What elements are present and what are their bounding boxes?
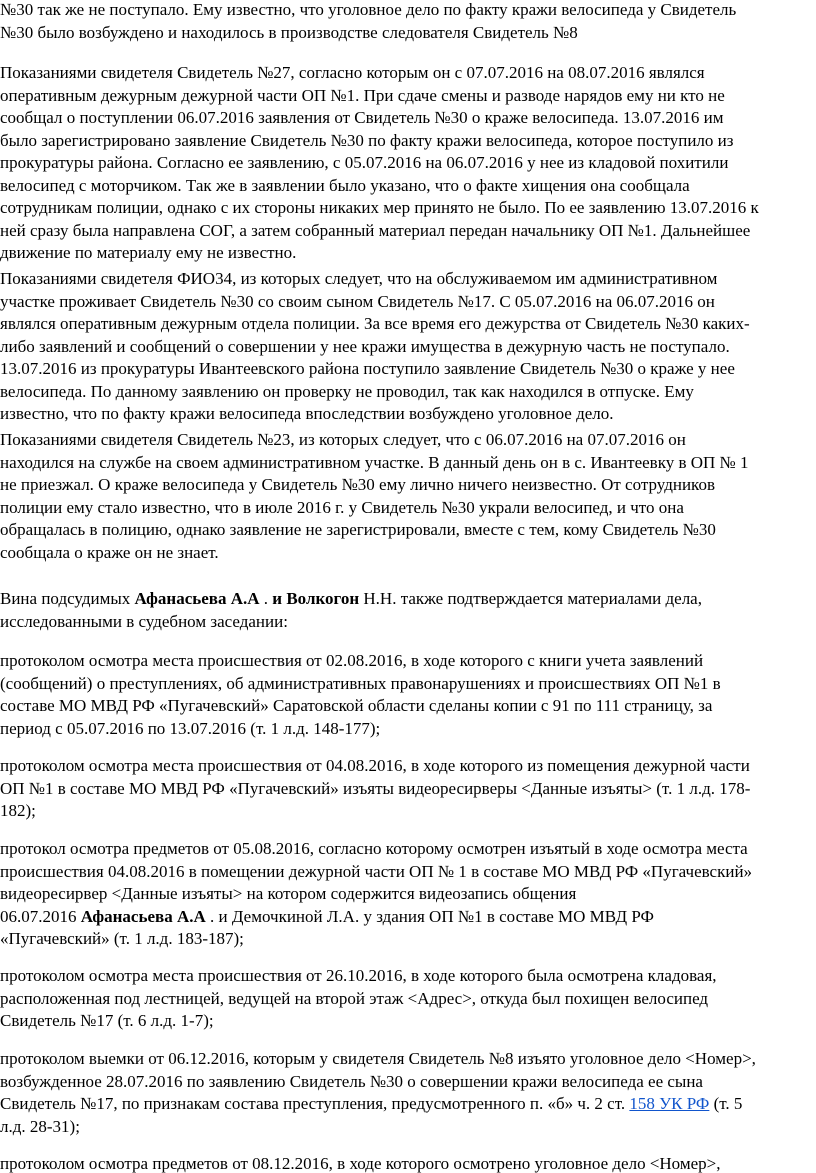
paragraph-testimony-27	[0, 62, 816, 265]
text-line: протоколом выемки от 06.12.2016, которым у свидетеля Свидетель №8 изъято уголовное дело <Номер>,	[0, 1049, 756, 1068]
text-line: велосипед с моторчиком. Так же в заявлении было указано, что о факте хищения она сообщала	[0, 175, 690, 195]
text-run: . и Демочкиной Л.А. у здания ОП №1 в составе МО МВД РФ	[205, 906, 654, 926]
text-line: либо заявлений и сообщений о совершении у нее кражи имущества в дежурную часть не поступало.	[0, 336, 730, 356]
text-line: не приезжал. О краже велосипеда у Свидетель №30 ему лично ничего неизвестно. От сотрудников	[0, 475, 715, 494]
defendant-name: и Волкогон	[272, 589, 360, 608]
text-line	[0, 588, 816, 611]
paragraph-continuation	[0, 0, 816, 44]
text-line: движение по материалу ему не известно.	[0, 243, 297, 262]
text-line: исследованными в судебном заседании:	[0, 611, 288, 631]
text-line: 13.07.2016 из прокуратуры Ивантеевского района поступило заявление Свидетель №30 о краже у нее	[0, 359, 735, 378]
text-line: сообщал о поступлении 06.07.2016 заявления от Свидетель №30 о краже велосипеда. 13.07.2016 им	[0, 108, 724, 127]
text-line: оперативным дежурным дежурной части ОП №1. При сдаче смены и разводе нарядов ему ни кто не	[0, 85, 725, 105]
text-run: 06.07.2016	[0, 906, 81, 926]
text-line: протоколом осмотра предметов от 08.12.2016, в ходе которого осмотрено уголовное дело <Номер>,	[0, 1154, 721, 1173]
text-line: Показаниями свидетеля Свидетель №23, из которых следует, что с 06.07.2016 на 07.07.2016 он	[0, 430, 686, 449]
text-line: протоколом осмотра места происшествия от 26.10.2016, в ходе которого была осмотрена кладовая,	[0, 966, 717, 985]
text-run: Свидетель №17, по признакам состава преступления, предусмотренного п. «б» ч. 2 ст.	[0, 1094, 630, 1113]
text-line: л.д. 28-31);	[0, 1116, 80, 1136]
defendant-name: Афанасьева А.А	[80, 906, 206, 926]
text-line: протоколом осмотра места происшествия от 02.08.2016, в ходе которого с книги учета заявлений	[0, 651, 704, 670]
text-line: ней сразу была направлена СОГ, а затем собранный материал передан начальнику ОП №1. Дальнейшее	[0, 220, 751, 240]
paragraph-evidence-4	[0, 965, 816, 1033]
text-line: 182);	[0, 801, 36, 820]
text-line: «Пугачевский» (т. 1 л.д. 183-187);	[0, 929, 244, 948]
text-line: расположенная под лестницей, ведущей на второй этаж <Адрес>, откуда был похищен велосипед	[0, 988, 709, 1008]
paragraph-evidence-3	[0, 838, 816, 951]
criminal-code-article-link[interactable]: 158 УК РФ	[629, 1094, 710, 1113]
text-line: №30 так же не поступало. Ему известно, что уголовное дело по факту кражи велосипеда у Свидетель	[0, 0, 737, 19]
text-line: находился на службе на своем административном участке. В данный день он в с. Ивантеевку в ОП № 1	[0, 452, 749, 472]
text-run: (т. 5	[709, 1094, 743, 1113]
text-line: протоколом осмотра места происшествия от 04.08.2016, в ходе которого из помещения дежурной части	[0, 756, 750, 775]
text-line	[0, 1093, 816, 1116]
text-line: №30 было возбуждено и находилось в производстве следователя Свидетель №8	[0, 22, 578, 42]
text-line: участке проживает Свидетель №30 со своим сыном Свидетель №17. С 05.07.2016 на 06.07.2016 он	[0, 291, 715, 311]
text-line: сотрудникам полиции, однако с их стороны никаких мер принято не было. По ее заявлению 13.07.2016 к	[0, 198, 759, 217]
text-line: являлся оперативным дежурным отдела полиции. За все время его дежурства от Свидетель №30 каких-	[0, 314, 750, 333]
paragraph-evidence-5	[0, 1048, 816, 1138]
text-line: видеоресирвер <Данные изъяты> на котором содержится видеозапись общения	[0, 884, 577, 903]
text-run: Вина подсудимых	[0, 589, 135, 608]
text-line: период с 05.07.2016 по 13.07.2016 (т. 1 л.д. 148-177);	[0, 718, 381, 738]
text-run: .	[259, 589, 273, 608]
paragraph-evidence-1	[0, 650, 816, 740]
text-line: велосипеда. По данному заявлению он проверку не проводил, так как находился в отпуске. Ему	[0, 381, 694, 401]
paragraph-testimony-fio34	[0, 268, 816, 426]
text-line: составе МО МВД РФ «Пугачевский» Саратовской области сделаны копии с 91 по 111 страницу, за	[0, 696, 713, 715]
paragraph-evidence-6	[0, 1153, 816, 1173]
text-line: Показаниями свидетеля Свидетель №27, согласно которым он с 07.07.2016 на 08.07.2016 являлся	[0, 63, 705, 82]
paragraph-guilt-statement	[0, 588, 816, 633]
text-line: полиции ему стало известно, что в июле 2016 г. у Свидетель №30 украли велосипед, и что она	[0, 497, 684, 517]
text-line	[0, 906, 816, 929]
text-line: сообщала о краже он не знает.	[0, 542, 219, 562]
text-line: было зарегистрировано заявление Свидетель №30 по факту кражи велосипеда, которое поступило из	[0, 130, 734, 150]
text-line: (сообщений) о преступлениях, об административных правонарушениях и происшествиях ОП №1 в	[0, 673, 721, 693]
text-line: обращалась в полицию, однако заявление не зарегистрировали, вместе с тем, кому Свидетель №30	[0, 520, 716, 539]
text-line: прокуратуры района. Согласно ее заявлению, с 05.07.2016 на 06.07.2016 у нее из кладовой похитили	[0, 153, 729, 172]
paragraph-evidence-2	[0, 755, 816, 823]
text-line: возбужденное 28.07.2016 по заявлению Свидетель №30 о совершении кражи велосипеда ее сына	[0, 1071, 703, 1091]
text-line: ОП №1 в составе МО МВД РФ «Пугачевский» изъяты видеоресирверы <Данные изъяты> (т. 1 л.д. 178-	[0, 778, 751, 798]
text-run: Н.Н. также подтверждается материалами дела,	[359, 589, 702, 608]
defendant-name: Афанасьева А.А	[134, 589, 260, 608]
text-line: Свидетель №17 (т. 6 л.д. 1-7);	[0, 1011, 214, 1030]
paragraph-testimony-23	[0, 429, 816, 564]
text-line: происшествия 04.08.2016 в помещении дежурной части ОП № 1 в составе МО МВД РФ «Пугачевский»	[0, 861, 753, 881]
text-line: протокол осмотра предметов от 05.08.2016, согласно которому осмотрен изъятый в ходе осмотра места	[0, 839, 748, 858]
text-line: известно, что по факту кражи велосипеда впоследствии возбуждено уголовное дело.	[0, 404, 614, 423]
text-line: Показаниями свидетеля ФИО34, из которых следует, что на обслуживаемом им административном	[0, 269, 718, 288]
